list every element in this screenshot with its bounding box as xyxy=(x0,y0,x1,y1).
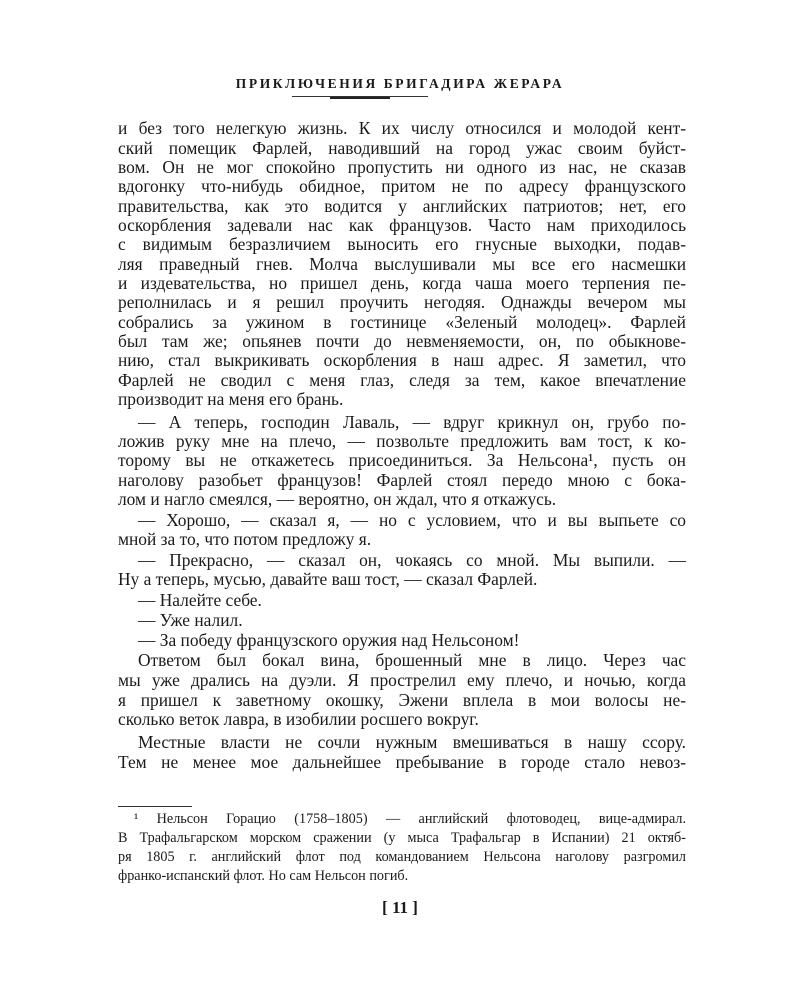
text-line: был там же; опьянев почти до невменяемости, он, по обыкнове- xyxy=(118,331,686,351)
text-line: Ответом был бокал вина, брошенный мне в лицо. Через час xyxy=(138,650,686,670)
text-line: наголову разобьет французов! Фарлей стоял передо мною с бока- xyxy=(118,470,686,490)
text-line: и без того нелегкую жизнь. К их числу относился и молодой кент- xyxy=(118,118,686,138)
page-number: [ 11 ] xyxy=(382,898,418,917)
text-line: производит на меня его брань. xyxy=(118,389,344,409)
text-line: — Хорошо, — сказал я, — но с условием, что и вы выпьете со xyxy=(138,510,686,530)
text-line: ложив руку мне на плечо, — позвольте предложить вам тост, к ко- xyxy=(118,431,686,451)
text-line: мной за то, что потом предложу я. xyxy=(118,529,372,549)
text-line: с видимым безразличием выносить его гнусные выходки, подав- xyxy=(118,234,686,254)
text-line: — Налейте себе. xyxy=(138,590,262,610)
text-line: правительства, как это водится у английских патриотов; нет, его xyxy=(118,196,686,216)
text-line: сколько веток лавра, в изобилии росшего вокруг. xyxy=(118,709,479,729)
header-rule-accent xyxy=(330,97,390,99)
text-line: собрались за ужином в гостинице «Зеленый молодец». Фарлей xyxy=(118,312,686,332)
text-line: вдогонку что-нибудь обидное, притом не по адресу французского xyxy=(118,176,686,196)
text-line: Местные власти не сочли нужным вмешиваться в нашу ссору. xyxy=(138,732,686,752)
text-line: ляя праведный гнев. Молча выслушивали мы все его насмешки xyxy=(118,254,686,274)
text-line: лом и нагло смеялся, — вероятно, он ждал, что я откажусь. xyxy=(118,489,557,509)
text-line: — За победу французского оружия над Нельсоном! xyxy=(138,630,520,650)
text-line: я пришел к заветному окошку, Эжени вплела в мои волосы не- xyxy=(118,690,686,710)
text-line: торому вы не откажетесь присоединиться. За Нельсона¹, пусть он xyxy=(118,450,686,470)
text-line: Фарлей не сводил с меня глаз, следя за тем, какое впечатление xyxy=(118,370,686,390)
text-line: — Прекрасно, — сказал он, чокаясь со мной. Мы выпили. — xyxy=(138,550,686,570)
text-line: вом. Он не мог спокойно пропустить ни одного из нас, не сказав xyxy=(118,157,686,177)
text-line: нию, стал выкрикивать оскорбления в наш адрес. Я заметил, что xyxy=(118,350,686,370)
text-line: оскорбления задевали нас как французов. Часто нам приходилось xyxy=(118,215,686,235)
running-title: ПРИКЛЮЧЕНИЯ БРИГАДИРА ЖЕРАРА xyxy=(235,76,565,91)
footnote-line: В Трафальгарском морском сражении (у мыса Трафальгар в Испании) 21 октяб- xyxy=(118,830,686,846)
text-line: и издевательства, но пришел день, когда чаша моего терпения пе- xyxy=(118,273,686,293)
text-line: мы уже дрались на дуэли. Я прострелил ему плечо, и ночью, когда xyxy=(118,670,686,690)
text-line: — Уже налил. xyxy=(138,610,243,630)
footnote-rule xyxy=(118,806,192,807)
text-line: Тем не менее мое дальнейшее пребывание в городе стало невоз- xyxy=(118,752,686,772)
text-line: ский помещик Фарлей, наводивший на город ужас своим буйст- xyxy=(118,138,686,158)
text-line: — А теперь, господин Лаваль, — вдруг крикнул он, грубо по- xyxy=(138,412,686,432)
footnote-line: франко-испанский флот. Но сам Нельсон погиб. xyxy=(118,868,409,884)
footnote-line: ¹ Нельсон Горацио (1758–1805) — английский флотоводец, вице-адмирал. xyxy=(134,811,686,827)
footnote-line: ря 1805 г. английский флот под командованием Нельсона наголову разгромил xyxy=(118,849,686,865)
text-line: реполнилась и я решил проучить негодяя. Однажды вечером мы xyxy=(118,292,686,312)
text-line: Ну а теперь, мусью, давайте ваш тост, — сказал Фарлей. xyxy=(118,569,538,589)
